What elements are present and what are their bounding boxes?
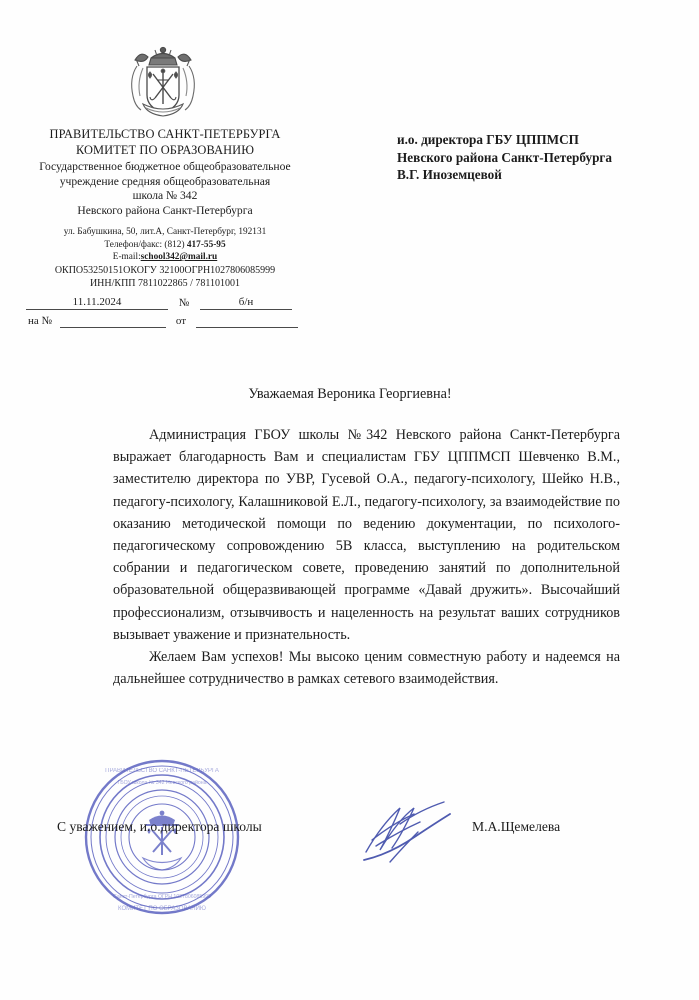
body-paragraph-1: Администрация ГБОУ школы №342 Невского района Санкт-Петербурга выражает благодарность Вам и специалистам ГБУ ЦППМСП Шевченко В.М., заместителю директора по УВР, Гусевой О.А., педагогу-психологу, Шейко Н.В., педагогу-психологу, Калашниковой Е.Л., педагогу-психологу, за взаимодействие по оказанию методической помощи по ведению документации, по психолого-педагогическому сопровождению 5В класса, выступлению на родительском собрании и педагогическом совете, проведению занятий по дополнительной образовательной общеразвивающей программе «Давай дружить». Высочайший профессионализм, отзывчивость и нацеленность на результат ваших сотрудников вызывает уважение и признательность. xyxy=(113,427,620,643)
address-line: ул. Бабушкина, 50, лит.А, Санкт-Петербург, 192131 xyxy=(63,227,267,238)
okpo-line: ОКПО53250151ОКОГУ 32100ОГРН1027806085999 xyxy=(54,264,276,276)
saint-petersburg-coat-of-arms-icon xyxy=(113,36,213,124)
handwritten-signature-icon xyxy=(356,790,471,870)
email-label: E-mail: xyxy=(112,252,141,263)
addressee-block xyxy=(397,131,677,184)
from-date-label: от xyxy=(175,315,187,327)
organization-line-1: Государственное бюджетное общеобразовательное xyxy=(39,160,291,173)
signature-position: С уважением, и.о.директора школы xyxy=(57,819,262,834)
number-field[interactable]: б/н xyxy=(200,293,292,310)
svg-text:ГБОУ школа № 342 Невского райо: ГБОУ школа № 342 Невского района xyxy=(117,780,207,786)
phone-line xyxy=(20,239,310,251)
svg-text:КОМИТЕТ ПО ОБРАЗОВАНИЮ: КОМИТЕТ ПО ОБРАЗОВАНИЮ xyxy=(118,906,206,912)
body-paragraph-2: Желаем Вам успехов! Мы высоко ценим совместную работу и надеемся на дальнейшее сотрудничество в рамках сетевого взаимодействия. xyxy=(113,649,620,688)
svg-text:Санкт-Петербурга ОГРН 1027806: Санкт-Петербурга ОГРН 1027806085999 xyxy=(113,894,211,900)
official-round-stamp-icon xyxy=(83,758,241,916)
organization-line-3: школа № 342 xyxy=(132,189,198,203)
reply-number-field[interactable] xyxy=(60,311,166,328)
addressee-line-3: В.Г. Иноземцевой xyxy=(397,167,502,183)
registration-row-outgoing xyxy=(26,292,298,310)
signature-name: М.А.Щемелева xyxy=(472,819,561,834)
phone-value: 417-55-95 xyxy=(186,239,226,250)
inn-kpp-line: ИНН/КПП 7811022865 / 781101001 xyxy=(89,277,241,289)
letter-body xyxy=(113,424,620,690)
reply-number-label: на № xyxy=(28,315,53,327)
addressee-line-1: и.о. директора ГБУ ЦППМСП xyxy=(397,132,579,147)
government-line-1: ПРАВИТЕЛЬСТВО САНКТ-ПЕТЕРБУРГА xyxy=(49,127,281,141)
svg-text:ПРАВИТЕЛЬСТВО САНКТ-ПЕТЕРБУРГА: ПРАВИТЕЛЬСТВО САНКТ-ПЕТЕРБУРГА xyxy=(105,768,219,774)
organization-line-2: учреждение средняя общеобразовательная xyxy=(59,174,271,188)
letterhead xyxy=(20,127,310,290)
number-label: № xyxy=(178,297,190,309)
email-line xyxy=(20,251,310,263)
email-value[interactable]: school342@mail.ru xyxy=(140,252,218,263)
addressee-line-2: Невского района Санкт-Петербурга xyxy=(397,149,612,165)
date-field[interactable]: 11.11.2024 xyxy=(26,293,168,310)
registration-block xyxy=(26,292,298,328)
salutation: Уважаемая Вероника Георгиевна! xyxy=(248,386,452,402)
registration-row-incoming xyxy=(26,310,298,328)
phone-label: Телефон/факс: (812) xyxy=(104,239,187,250)
from-date-field[interactable] xyxy=(196,311,298,328)
government-line-2: КОМИТЕТ ПО ОБРАЗОВАНИЮ xyxy=(75,142,255,157)
organization-line-4: Невского района Санкт-Петербурга xyxy=(77,203,253,217)
